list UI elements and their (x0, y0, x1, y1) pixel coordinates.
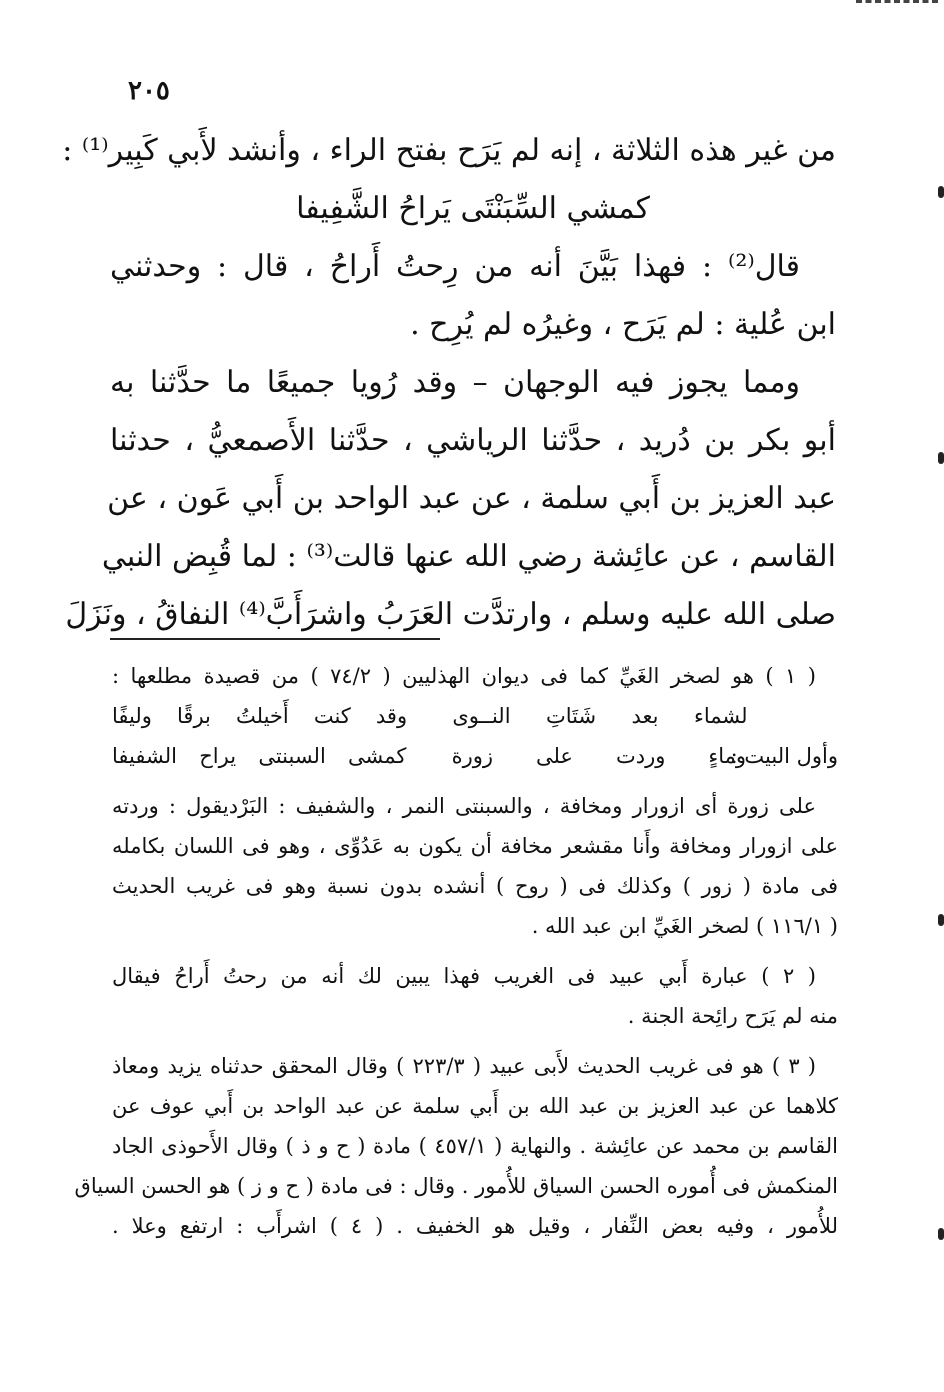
verse-lead: وأول البيت : (730, 744, 838, 768)
footnote-separator (110, 638, 440, 640)
footnote-3-line: كلاهما عن عبد العزيز بن عبد الله بن أَبي سلمة عن عبد الواحد بن أَبي عوف عن (112, 1094, 838, 1118)
main-text (62, 122, 836, 644)
footnote-1-intro: ( ١ ) هو لصخر الغَيِّ كما فى ديوان الهذليين ( ٧٤/٢ ) من قصيدة مطلعها : (112, 664, 816, 688)
footnote-gap (112, 946, 838, 956)
verse-line: كمشي السِّبَنْتَى يَراحُ الشَّفِيفا (296, 191, 650, 226)
scan-edge-mark (938, 1228, 944, 1240)
text-line: ابن عُلية : لم يَرَح ، وغيرُه لم يُرِح . (410, 307, 836, 342)
footnote-verse (112, 696, 838, 736)
text-line: القاسم ، عن عائِشة رضي الله عنها قالت⁽³⁾ : لما قُبِض النبي (101, 539, 836, 574)
footnote-1-line: فى مادة ( زور ) وكذلك فى ( روح ) أنشده بدون نسبة وهو فى غريب الحديث (112, 874, 838, 898)
text-line: ومما يجوز فيه الوجهان – وقد رُويا جميعًا ما حدَّثنا به (110, 365, 800, 400)
scan-edge-mark (938, 186, 944, 198)
verse-second-hemistich: وقد كنت أَخيلتُ برقًا وليفًا (112, 704, 408, 728)
text-line: من غير هذه الثلاثة ، إنه لم يَرَح بفتح الراء ، وأنشد لأَبي كَبِير⁽¹⁾ : (62, 133, 836, 168)
footnote-3-line: القاسم بن محمد عن عائِشة . والنهاية ( ٤٥٧/١ ) مادة ( ح و ذ ) وقال الأَحوذى الجاد (112, 1134, 838, 1158)
footnote-2-line: ( ٢ ) عبارة أَبي عبيد فى الغريب فهذا يبين لك أنه من رحتُ أَراحُ فيقال (112, 964, 816, 988)
scan-edge-dashes (856, 0, 938, 7)
footnote-1-line: ( ١١٦/١ ) لصخر الغَيِّ ابن عبد الله . (531, 914, 838, 938)
verse-second-hemistich: كمشى السبنتى يراح الشفيفا (112, 744, 407, 768)
footnote-gap (112, 776, 838, 786)
verse-gap (407, 696, 452, 736)
footnote-gap (112, 1036, 838, 1046)
page-number: ٢٠٥ (128, 76, 170, 106)
text-line: قال⁽²⁾ : فهذا بَيَّنَ أنه من رِحتُ أَراحُ ، قال : وحدثني (110, 249, 800, 284)
footnote-3-line: المنكمش فى أُموره الحسن السياق للأُمور . وقال : فى مادة ( ح و ز ) هو الحسن السياق (74, 1174, 838, 1198)
scan-edge-mark (938, 452, 944, 464)
footnote-1-line: على زورة أى ازورار ومخافة ، والسبنتى النمر ، والشفيف : البَرْديقول : وردته (112, 794, 816, 818)
footnote-verse (112, 736, 838, 776)
text-line: عبد العزيز بن أَبي سلمة ، عن عبد الواحد بن أَبي عَون ، عن (107, 481, 836, 516)
footnote-3-line: ( ٣ ) هو فى غريب الحديث لأَبى عبيد ( ٢٢٣/٣ ) وقال المحقق حدثناه يزيد ومعاذ (112, 1054, 816, 1078)
footnote-1-line: على ازورار ومخافة وأَنا مقشعر مخافة أن يكون به عَدُوِّى ، وهو فى اللسان بكامله (112, 834, 838, 858)
footnotes (74, 656, 838, 1246)
text-line: أبو بكر بن دُريد ، حدَّثنا الرياشي ، حدَّثنا الأَصمعيُّ ، حدثنا (110, 423, 836, 458)
text-line: صلى الله عليه وسلم ، وارتدَّت العَرَبُ واشرَأَبَّ⁽⁴⁾ النفاقُ ، ونَزَلَ (65, 597, 836, 632)
verse-gap (406, 736, 451, 776)
footnote-2-line: منه لم يَرَح رائِحة الجنة . (627, 1004, 838, 1028)
footnote-3-line: للأُمور ، وفيه بعض النِّفار ، وقيل هو الخفيف . ( ٤ ) اشرأَب : ارتفع وعلا . (112, 1214, 838, 1238)
scan-edge-mark (938, 914, 944, 926)
verse-first-hemistich: وماءٍ وردت على زورة (451, 744, 746, 768)
verse-lead-spacer (748, 696, 839, 736)
verse-first-hemistich: لشماء بعد شَتَاتِ النــوى (452, 704, 748, 728)
